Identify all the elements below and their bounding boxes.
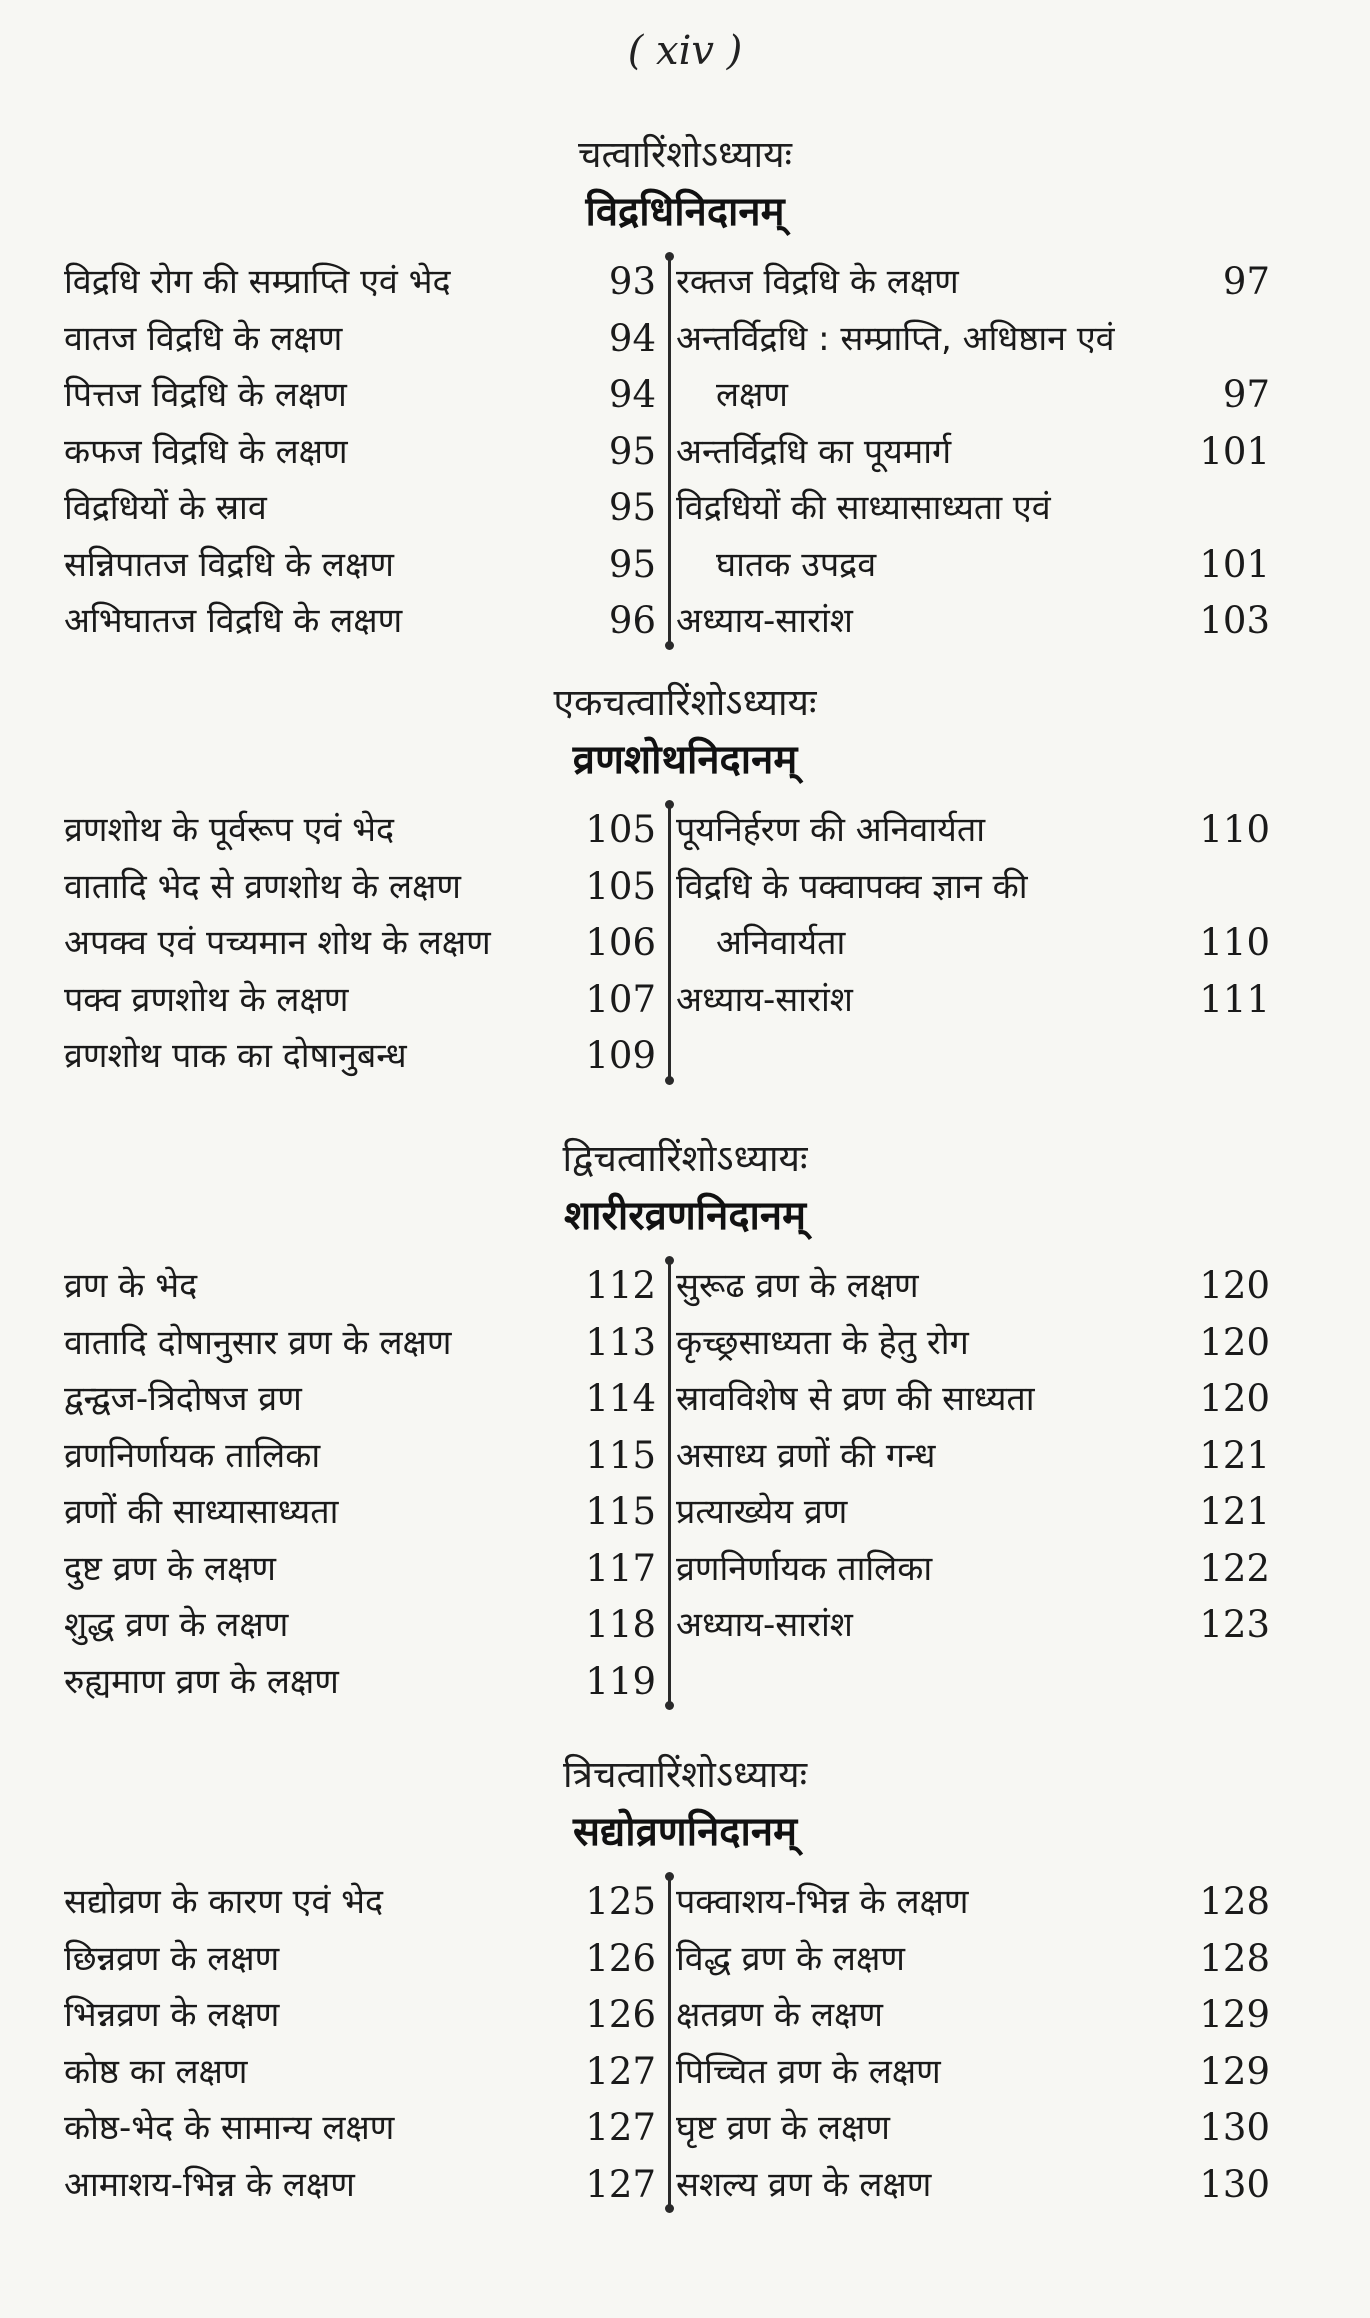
toc-entry-title: अध्याय-सारांश bbox=[676, 979, 853, 1020]
toc-entry-title: वातादि दोषानुसार व्रण के लक्षण bbox=[64, 1322, 452, 1363]
toc-column-left bbox=[64, 802, 656, 1085]
toc-entry-title: व्रणनिर्णायक तालिका bbox=[64, 1435, 321, 1476]
chapter-section bbox=[0, 1748, 1370, 2213]
toc-entry[interactable] bbox=[64, 367, 656, 424]
toc-entry-page: 123 bbox=[1199, 1603, 1270, 1646]
toc-entry-page: 96 bbox=[608, 599, 656, 642]
toc-entry-title: घृष्ट व्रण के लक्षण bbox=[676, 2108, 890, 2148]
toc-entry-title: पिच्चित व्रण के लक्षण bbox=[676, 2051, 941, 2092]
toc-entry[interactable] bbox=[64, 311, 656, 368]
toc-entry-page: 101 bbox=[1199, 429, 1270, 473]
toc-entry-page: 129 bbox=[1199, 1993, 1270, 2036]
page-number: ( xiv ) bbox=[627, 28, 743, 74]
toc-entry-page: 126 bbox=[585, 1993, 656, 2036]
toc-entry[interactable] bbox=[64, 915, 656, 972]
toc-entry[interactable] bbox=[676, 1541, 1270, 1598]
toc-entry[interactable] bbox=[676, 1428, 1270, 1485]
toc-entry[interactable] bbox=[676, 1315, 1270, 1372]
toc-entry-title: अध्याय-सारांश bbox=[676, 1605, 853, 1645]
toc-entry[interactable] bbox=[676, 1874, 1270, 1931]
toc-entry[interactable] bbox=[64, 1371, 656, 1428]
toc-column-left bbox=[64, 1874, 656, 2213]
toc-entry[interactable] bbox=[64, 480, 656, 537]
toc-entry-page: 105 bbox=[585, 864, 656, 908]
toc-entry[interactable] bbox=[676, 311, 1270, 368]
toc-entry-page: 127 bbox=[585, 2106, 656, 2149]
toc-entry-title: सुरूढ व्रण के लक्षण bbox=[676, 1266, 919, 1306]
toc-entry[interactable] bbox=[64, 2044, 656, 2101]
toc-entry-title: कोष्ठ का लक्षण bbox=[64, 2051, 248, 2092]
toc-entry[interactable] bbox=[676, 1931, 1270, 1988]
toc-column-right bbox=[676, 254, 1270, 650]
chapter-section bbox=[0, 676, 1370, 1085]
toc-entry-title: लक्षण bbox=[716, 375, 789, 415]
toc-entry[interactable] bbox=[676, 367, 1270, 424]
toc-entry[interactable] bbox=[64, 2157, 656, 2214]
toc-entry-page: 93 bbox=[608, 260, 656, 303]
toc-entry-page: 101 bbox=[1199, 542, 1270, 586]
toc-entry-page: 110 bbox=[1199, 808, 1270, 851]
toc-entry-title: अपक्व एवं पच्यमान शोथ के लक्षण bbox=[64, 923, 491, 963]
toc-entry[interactable] bbox=[676, 2100, 1270, 2157]
toc-entry-page: 126 bbox=[585, 1936, 656, 1980]
chapter-label: चत्वारिंशोऽध्यायः bbox=[577, 133, 793, 176]
toc-entry-title: पित्तज विद्रधि के लक्षण bbox=[64, 375, 347, 415]
toc-entry-title: रुह्यमाण व्रण के लक्षण bbox=[64, 1661, 339, 1702]
toc-entry-page: 114 bbox=[585, 1377, 656, 1420]
toc-entry-title: छिन्नव्रण के लक्षण bbox=[64, 1938, 280, 1979]
toc-entry[interactable] bbox=[676, 859, 1270, 916]
toc-entry-title: अध्याय-सारांश bbox=[676, 601, 853, 641]
toc-entry[interactable] bbox=[64, 1931, 656, 1988]
toc-entry-title: असाध्य व्रणों की गन्ध bbox=[676, 1435, 936, 1476]
toc-entry-title: भिन्नव्रण के लक्षण bbox=[64, 1995, 280, 2035]
toc-entry-page: 95 bbox=[608, 542, 656, 586]
toc-entry-page: 105 bbox=[585, 808, 656, 851]
toc-entry[interactable] bbox=[676, 2157, 1270, 2214]
toc-entry[interactable] bbox=[64, 802, 656, 859]
toc-entry-page: 94 bbox=[608, 316, 656, 360]
toc-entry-page: 125 bbox=[585, 1880, 656, 1923]
toc-entry-page: 130 bbox=[1199, 2162, 1270, 2206]
toc-entry-page: 127 bbox=[585, 2162, 656, 2206]
toc-entry-page: 120 bbox=[1199, 1320, 1270, 1364]
toc-entry-page: 95 bbox=[608, 486, 656, 529]
toc-column-right bbox=[676, 802, 1270, 1028]
toc-entry-title: व्रण के भेद bbox=[64, 1266, 198, 1306]
toc-entry-page: 97 bbox=[1222, 260, 1270, 303]
toc-entry-page: 115 bbox=[585, 1490, 656, 1533]
toc-entry-page: 120 bbox=[1199, 1264, 1270, 1307]
toc-entry-title: सन्निपातज विद्रधि के लक्षण bbox=[64, 544, 394, 585]
toc-entry-page: 122 bbox=[1199, 1546, 1270, 1590]
toc-entry-title: दुष्ट व्रण के लक्षण bbox=[64, 1548, 276, 1589]
toc-entry[interactable] bbox=[676, 802, 1270, 859]
toc-entry[interactable] bbox=[676, 972, 1270, 1029]
toc-entry[interactable] bbox=[676, 254, 1270, 311]
toc-entry-title: पक्व व्रणशोथ के लक्षण bbox=[64, 979, 349, 1020]
toc-entry-title: द्वन्द्वज-त्रिदोषज व्रण bbox=[64, 1379, 302, 1419]
toc-entry[interactable] bbox=[64, 2100, 656, 2157]
toc-entry-title: व्रणशोथ के पूर्वरूप एवं भेद bbox=[64, 810, 395, 850]
toc-block bbox=[0, 254, 1370, 650]
toc-entry-page: 127 bbox=[585, 2049, 656, 2093]
toc-entry-page: 112 bbox=[585, 1264, 656, 1307]
toc-entry-page: 128 bbox=[1199, 1936, 1270, 1980]
toc-entry[interactable] bbox=[676, 1371, 1270, 1428]
toc-entry[interactable] bbox=[676, 1484, 1270, 1541]
toc-entry[interactable] bbox=[676, 1597, 1270, 1654]
toc-entry-title: सशल्य व्रण के लक्षण bbox=[676, 2164, 932, 2205]
toc-entry-title: आमाशय-भिन्न के लक्षण bbox=[64, 2164, 355, 2205]
toc-entry-title: कफज विद्रधि के लक्षण bbox=[64, 431, 348, 472]
toc-entry-page: 110 bbox=[1199, 921, 1270, 964]
toc-entry[interactable] bbox=[64, 1541, 656, 1598]
toc-entry-page: 130 bbox=[1199, 2106, 1270, 2149]
toc-entry-title: शुद्ध व्रण के लक्षण bbox=[64, 1605, 289, 1645]
toc-entry[interactable] bbox=[64, 254, 656, 311]
toc-entry-title: घातक उपद्रव bbox=[716, 544, 877, 585]
toc-entry-title: व्रणनिर्णायक तालिका bbox=[676, 1548, 933, 1589]
toc-entry-title: प्रत्याख्येय व्रण bbox=[676, 1492, 848, 1532]
toc-entry-page: 121 bbox=[1199, 1433, 1270, 1477]
toc-entry-title: क्षतव्रण के लक्षण bbox=[676, 1995, 883, 2035]
chapter-title: विद्रधिनिदानम् bbox=[585, 189, 785, 235]
chapter-title: व्रणशोथनिदानम् bbox=[572, 737, 798, 783]
toc-column-right bbox=[676, 1258, 1270, 1654]
chapter-label: त्रिचत्वारिंशोऽध्यायः bbox=[562, 1753, 808, 1796]
chapter-title: शारीरव्रणनिदानम् bbox=[563, 1193, 807, 1239]
toc-column-left bbox=[64, 1258, 656, 1710]
toc-entry[interactable] bbox=[64, 1654, 656, 1711]
toc-entry-title: विद्रधियों के स्राव bbox=[64, 488, 267, 528]
toc-entry[interactable] bbox=[64, 972, 656, 1029]
toc-entry-page: 111 bbox=[1199, 977, 1270, 1021]
toc-block bbox=[0, 802, 1370, 1085]
toc-entry[interactable] bbox=[64, 1987, 656, 2044]
chapter-title: सद्योव्रणनिदानम् bbox=[572, 1809, 798, 1855]
toc-entry-page: 113 bbox=[585, 1320, 656, 1364]
toc-entry[interactable] bbox=[64, 593, 656, 650]
column-divider bbox=[668, 1876, 671, 2209]
toc-entry-title: विद्रधियों की साध्यासाध्यता एवं bbox=[676, 488, 1051, 528]
toc-entry-title: सद्योव्रण के कारण एवं भेद bbox=[64, 1882, 384, 1922]
toc-entry-title: वातज विद्रधि के लक्षण bbox=[64, 318, 343, 359]
toc-entry-page: 117 bbox=[585, 1546, 656, 1590]
toc-entry-page: 103 bbox=[1199, 599, 1270, 642]
toc-entry-title: अनिवार्यता bbox=[716, 923, 846, 963]
toc-entry-title: पूयनिर्हरण की अनिवार्यता bbox=[676, 810, 986, 850]
toc-entry[interactable] bbox=[676, 915, 1270, 972]
toc-entry[interactable] bbox=[676, 424, 1270, 481]
toc-entry[interactable] bbox=[64, 1428, 656, 1485]
toc-entry-title: विद्ध व्रण के लक्षण bbox=[676, 1938, 905, 1979]
toc-entry-title: अन्तर्विद्रधि : सम्प्राप्ति, अधिष्ठान एवं bbox=[676, 318, 1115, 359]
toc-column-left bbox=[64, 254, 656, 650]
toc-entry-page: 118 bbox=[585, 1603, 656, 1646]
toc-entry-page: 109 bbox=[585, 1034, 656, 1077]
toc-entry[interactable] bbox=[64, 1315, 656, 1372]
toc-entry[interactable] bbox=[64, 424, 656, 481]
toc-entry[interactable] bbox=[676, 1987, 1270, 2044]
toc-entry[interactable] bbox=[676, 2044, 1270, 2101]
chapter-section bbox=[0, 1132, 1370, 1710]
toc-entry-page: 95 bbox=[608, 429, 656, 473]
toc-column-right bbox=[676, 1874, 1270, 2213]
toc-entry-title: वातादि भेद से व्रणशोथ के लक्षण bbox=[64, 866, 461, 907]
toc-entry-title: स्रावविशेष से व्रण की साध्यता bbox=[676, 1379, 1035, 1419]
toc-entry[interactable] bbox=[64, 1597, 656, 1654]
toc-entry[interactable] bbox=[64, 1484, 656, 1541]
toc-entry-title: विद्रधि के पक्वापक्व ज्ञान की bbox=[676, 866, 1028, 907]
toc-entry[interactable] bbox=[676, 593, 1270, 650]
toc-entry-page: 121 bbox=[1199, 1490, 1270, 1533]
toc-entry[interactable] bbox=[64, 1028, 656, 1085]
toc-entry-page: 115 bbox=[585, 1433, 656, 1477]
toc-entry[interactable] bbox=[64, 859, 656, 916]
toc-entry[interactable] bbox=[64, 1258, 656, 1315]
toc-entry-title: व्रणों की साध्यासाध्यता bbox=[64, 1492, 339, 1532]
toc-entry-title: पक्वाशय-भिन्न के लक्षण bbox=[676, 1882, 969, 1922]
toc-entry-title: व्रणशोथ पाक का दोषानुबन्ध bbox=[64, 1036, 407, 1076]
chapter-section bbox=[0, 128, 1370, 650]
column-divider bbox=[668, 256, 671, 646]
chapter-label: एकचत्वारिंशोऽध्यायः bbox=[553, 681, 817, 724]
toc-entry-page: 120 bbox=[1199, 1377, 1270, 1420]
toc-entry-page: 106 bbox=[585, 921, 656, 964]
toc-entry-page: 129 bbox=[1199, 2049, 1270, 2093]
column-divider bbox=[668, 804, 671, 1081]
toc-entry-title: कोष्ठ-भेद के सामान्य लक्षण bbox=[64, 2108, 395, 2148]
toc-entry-page: 128 bbox=[1199, 1880, 1270, 1923]
toc-entry[interactable] bbox=[64, 1874, 656, 1931]
toc-block bbox=[0, 1874, 1370, 2213]
toc-entry[interactable] bbox=[676, 1258, 1270, 1315]
toc-entry-title: कृच्छ्रसाध्यता के हेतु रोग bbox=[676, 1322, 969, 1363]
toc-entry[interactable] bbox=[676, 480, 1270, 537]
toc-block bbox=[0, 1258, 1370, 1710]
toc-entry-page: 97 bbox=[1222, 373, 1270, 416]
toc-entry-title: अभिघातज विद्रधि के लक्षण bbox=[64, 601, 403, 641]
toc-entry-title: अन्तर्विद्रधि का पूयमार्ग bbox=[676, 431, 952, 472]
toc-entry-page: 94 bbox=[608, 373, 656, 416]
toc-entry-page: 107 bbox=[585, 977, 656, 1021]
toc-entry-title: विद्रधि रोग की सम्प्राप्ति एवं भेद bbox=[64, 262, 451, 302]
toc-entry-page: 119 bbox=[585, 1659, 656, 1703]
chapter-label: द्विचत्वारिंशोऽध्यायः bbox=[562, 1137, 808, 1180]
toc-entry[interactable] bbox=[676, 537, 1270, 594]
toc-entry-title: रक्तज विद्रधि के लक्षण bbox=[676, 262, 959, 302]
toc-entry[interactable] bbox=[64, 537, 656, 594]
column-divider bbox=[668, 1260, 671, 1706]
